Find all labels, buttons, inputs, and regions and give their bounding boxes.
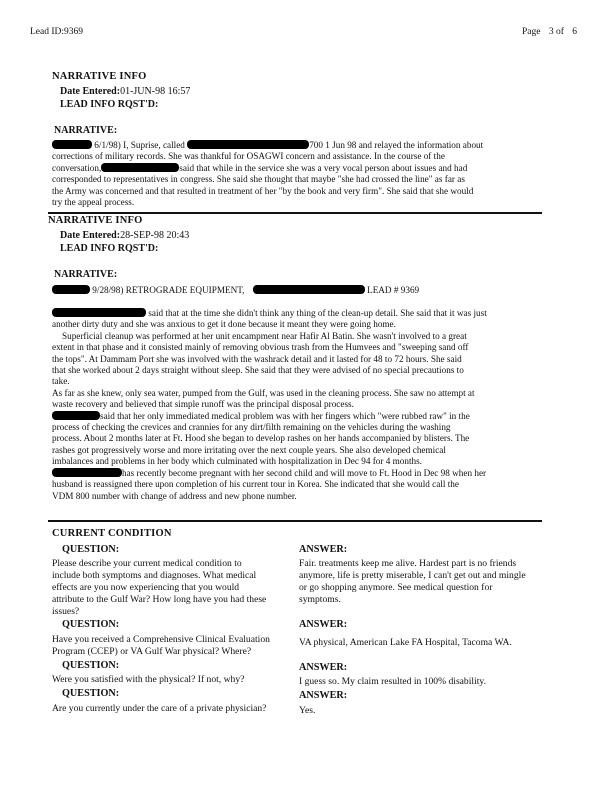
page-label: Page bbox=[522, 27, 541, 37]
page-of: of bbox=[555, 27, 564, 37]
narrative-text: 700 1 Jun 98 and relayed the information about bbox=[309, 140, 484, 150]
narrative-text: rashes got progressively worse and more irritating over the next couple years. She also developed chemical bbox=[52, 444, 446, 455]
section1-lead-info: LEAD INFO RQST'D: bbox=[60, 99, 159, 110]
question-label: QUESTION: bbox=[62, 619, 120, 630]
narrative-text: extent in that phase and it consisted mainly of removing obvious trash from the Humvees and "sweeping sand off bbox=[52, 342, 469, 353]
answer-text: symptoms. bbox=[299, 594, 341, 605]
narrative-text: has recently become pregnant with her second child and will move to Ft. Hood in Dec 98 when her bbox=[122, 467, 487, 478]
question-text: effects are you now experiencing that you would bbox=[52, 582, 240, 593]
narrative-text: imbalances and problems in her body which culminated with hospitalization in Dec 94 for 4 months. bbox=[52, 456, 422, 467]
answer-text: Fair. treatments keep me alive. Hardest part is no friends bbox=[299, 558, 517, 569]
narrative-text: LEAD # 9369 bbox=[367, 285, 420, 295]
narrative-text: process. About 2 months later at Ft. Hood she began to develop rashes on her hands accompanied by blisters. The bbox=[52, 433, 470, 444]
narrative-text: corrections of military records. She was thankful for OSAGWI concern and assistance. In the course of the bbox=[52, 151, 445, 162]
narrative-text: waste recovery and believed that simple runoff was the principal disposal process. bbox=[52, 399, 354, 410]
narrative-text: conversation, bbox=[52, 162, 102, 173]
question-2 bbox=[52, 634, 292, 658]
date-label: Date Entered: bbox=[60, 230, 121, 241]
question-label: QUESTION: bbox=[62, 544, 120, 555]
page-indicator bbox=[522, 27, 577, 37]
narrative-text: said that at the time she didn't think any thing of the clean-up detail. She said that it was just bbox=[148, 308, 487, 318]
answer-text: anymore, life is pretty miserable, I can't get out and mingle bbox=[299, 570, 526, 581]
narrative-text: that she worked about 2 days straight without sleep. She said that they were advised of no special precautions to bbox=[52, 365, 464, 376]
page-total: 6 bbox=[572, 27, 578, 37]
narrative-text: 6/1/98) I, Suprise, called bbox=[94, 140, 185, 150]
narrative-text: another dirty duty and she was anxious to get it done because it meant they were going home. bbox=[52, 319, 396, 330]
narrative-text: said that her only immediated medical problem was with her fingers which "were rubbed raw" in the bbox=[100, 410, 470, 421]
section2-narrative-label: NARRATIVE: bbox=[54, 269, 118, 280]
question-label: QUESTION: bbox=[62, 688, 120, 699]
section2-lead-info: LEAD INFO RQST'D: bbox=[60, 243, 159, 254]
question-text: issues? bbox=[52, 606, 80, 617]
narrative-text: husband is reassigned there upon completion of his current tour in Korea. She indicated that she would call the bbox=[52, 479, 459, 490]
answer-label: ANSWER: bbox=[299, 690, 348, 701]
redaction-block bbox=[52, 140, 92, 149]
section-divider bbox=[48, 520, 542, 522]
redaction-block bbox=[52, 308, 146, 317]
question-label: QUESTION: bbox=[62, 660, 120, 671]
section1-narrative-label: NARRATIVE: bbox=[54, 125, 118, 136]
question-text: include both symptoms and diagnoses. What medical bbox=[52, 570, 257, 581]
redaction-block bbox=[101, 163, 179, 172]
section2-date bbox=[60, 230, 189, 241]
date-value: 01-JUN-98 16:57 bbox=[120, 86, 191, 97]
answer-1 bbox=[299, 558, 549, 606]
question-text: Please describe your current medical condition to bbox=[52, 558, 242, 569]
redaction-block bbox=[187, 140, 309, 149]
redaction-block bbox=[52, 285, 90, 294]
narrative-text: corresponded to representatives in congress. She said she thought that maybe "she had crossed the line" as far as bbox=[52, 174, 465, 185]
answer-label: ANSWER: bbox=[299, 544, 348, 555]
section-divider bbox=[48, 212, 542, 214]
section1-title: NARRATIVE INFO bbox=[52, 71, 147, 82]
answer-2 bbox=[299, 637, 549, 649]
narrative-text: As far as she knew, only sea water, pumped from the Gulf, was used in the cleaning process. She saw no attempt at bbox=[52, 387, 475, 398]
question-3 bbox=[52, 674, 292, 686]
narrative-text: the Army was concerned and that resulted in treatment of her "by the book and very firm". She said that she would bbox=[52, 185, 474, 196]
answer-label: ANSWER: bbox=[299, 662, 348, 673]
section1-narrative bbox=[52, 140, 552, 208]
question-4 bbox=[52, 703, 292, 715]
narrative-text: Superficial cleanup was performed at her unit encampment near Hafir Al Batin. She wasn't involved to a great bbox=[62, 330, 467, 341]
question-text: Have you received a Comprehensive Clinical Evaluation bbox=[52, 634, 270, 645]
question-text: Were you satisfied with the physical? If not, why? bbox=[52, 674, 245, 685]
narrative-text: VDM 800 number with change of address and new phone number. bbox=[52, 490, 297, 501]
narrative-text: said that while in the service she was a very vocal person about issues and had bbox=[179, 162, 468, 173]
narrative-text: process of checking the crevices and crannies for any dirt/filth remaining on the vehicles during the washing bbox=[52, 422, 451, 433]
question-text: attribute to the Gulf War? How long have you had these bbox=[52, 594, 267, 605]
answer-label: ANSWER: bbox=[299, 619, 348, 630]
answer-3 bbox=[299, 676, 549, 688]
redaction-block bbox=[253, 285, 365, 294]
question-1 bbox=[52, 558, 292, 618]
answer-text: I guess so. My claim resulted in 100% disability. bbox=[299, 676, 486, 687]
answer-text: or go shopping anymore. See medical question for bbox=[299, 582, 493, 593]
section2-reference-line bbox=[52, 285, 419, 296]
date-label: Date Entered: bbox=[60, 86, 121, 97]
redaction-block bbox=[52, 468, 122, 477]
redaction-block bbox=[52, 411, 100, 420]
section1-date bbox=[60, 86, 190, 97]
narrative-text: take. bbox=[52, 376, 70, 387]
narrative-text: 9/28/98) RETROGRADE EQUIPMENT, bbox=[92, 285, 245, 295]
date-value: 28-SEP-98 20:43 bbox=[120, 230, 190, 241]
question-text: Are you currently under the care of a private physician? bbox=[52, 703, 267, 714]
page-number: 3 bbox=[548, 27, 554, 37]
condition-title: CURRENT CONDITION bbox=[52, 528, 172, 539]
section2-narrative bbox=[52, 308, 552, 502]
question-text: Program (CCEP) or VA Gulf War physical? Where? bbox=[52, 646, 252, 657]
answer-text: VA physical, American Lake FA Hospital, Tacoma WA. bbox=[299, 637, 512, 648]
narrative-text: the tops". At Dammam Port she was involved with the washrack detail and it lasted for 48 to 72 hours. She said bbox=[52, 353, 462, 364]
lead-id: Lead ID:9369 bbox=[30, 27, 84, 37]
narrative-text: try the appeal process. bbox=[52, 197, 135, 208]
answer-4 bbox=[299, 705, 549, 717]
answer-text: Yes. bbox=[299, 705, 316, 716]
section2-title: NARRATIVE INFO bbox=[48, 215, 143, 226]
